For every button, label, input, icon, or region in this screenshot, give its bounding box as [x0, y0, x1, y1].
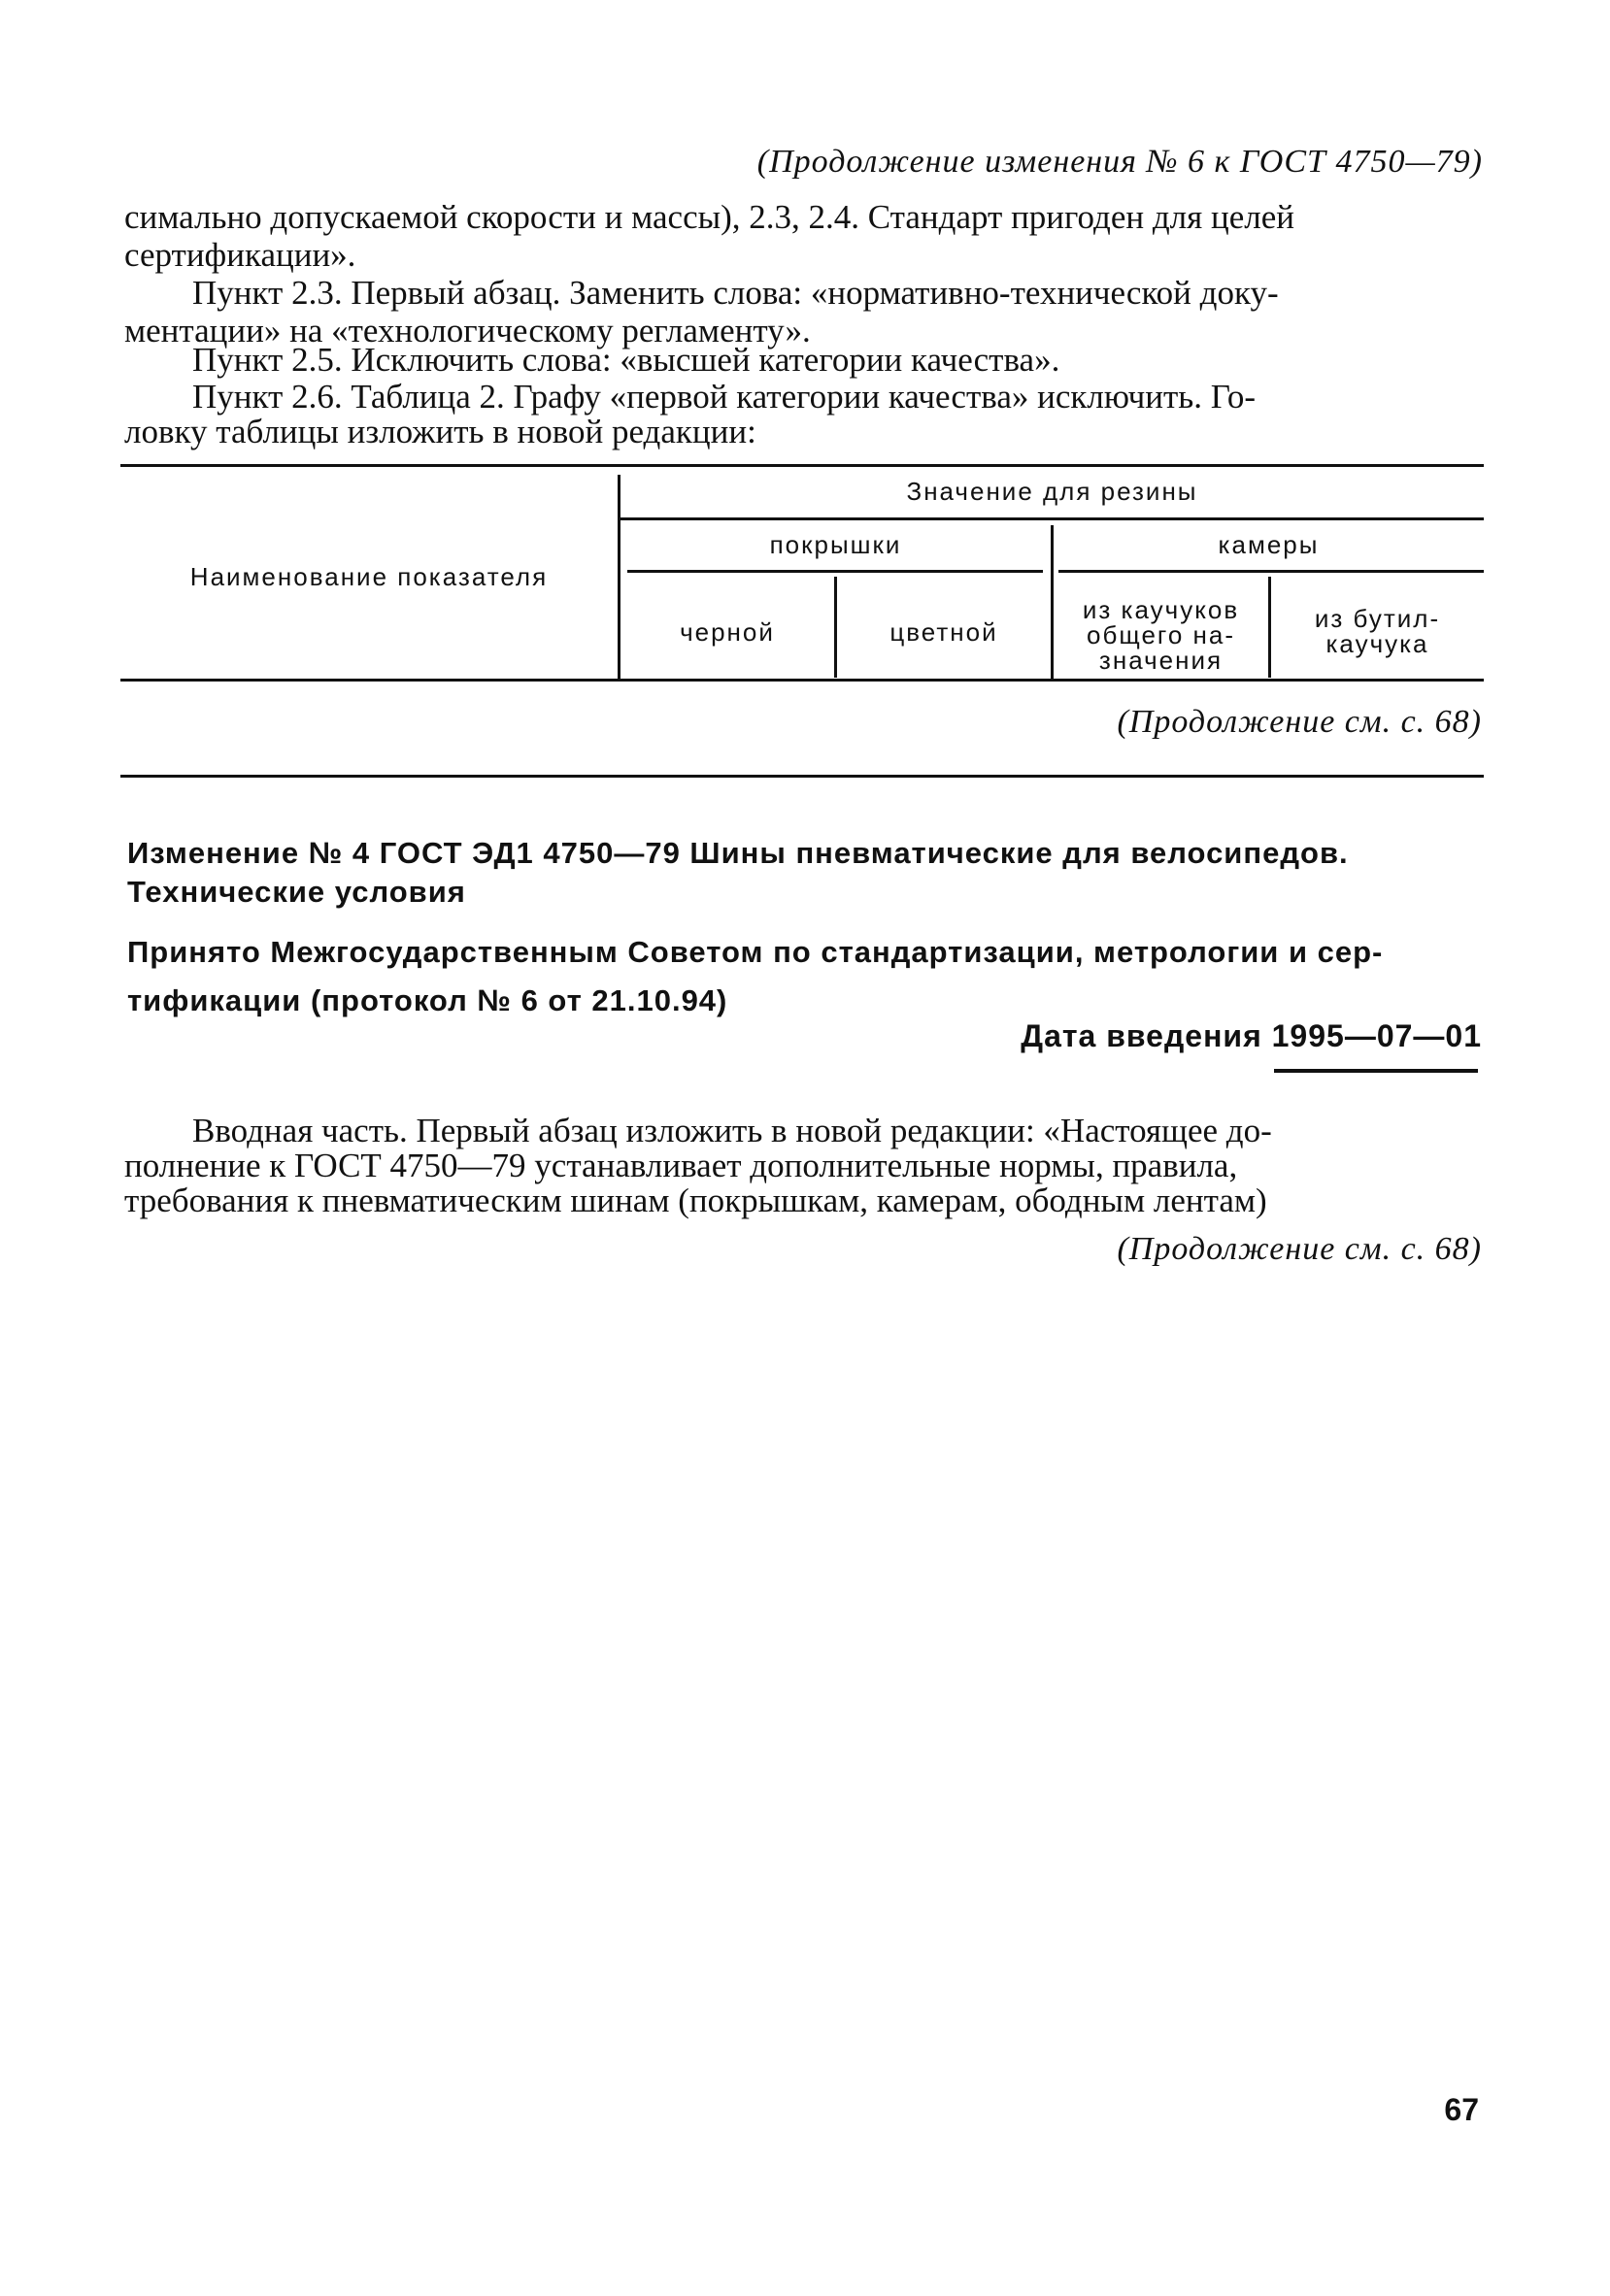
table-header: [120, 464, 1484, 682]
amendment-title: Изменение № 4 ГОСТ ЭД1 4750—79 Шины пневматические для велосипедов.: [127, 836, 1349, 870]
column-general-rubber-line: из каучуков: [1082, 595, 1240, 624]
column-butyl-line: из бутил-: [1314, 604, 1441, 633]
adopted-statement: тификации (протокол № 6 от 21.10.94): [127, 983, 728, 1017]
column-colored: цветной: [889, 617, 998, 647]
table-divider: [1058, 570, 1484, 573]
table-divider: [627, 570, 1043, 573]
column-name-header: Наименование показателя: [189, 562, 549, 591]
effective-date: Дата введения 1995—07—01: [1021, 1018, 1482, 1053]
amendment-body: Вводная часть. Первый абзац изложить в новой редакции: «Настоящее до-: [192, 1112, 1272, 1149]
page-number: 67: [1444, 2092, 1479, 2127]
paragraph-line: сертификации».: [124, 236, 356, 274]
subheader-tubes: камеры: [1218, 530, 1320, 559]
paragraph-line: ментации» на «технологическому регламенту».: [124, 312, 811, 349]
paragraph-line: ловку таблицы изложить в новой редакции:: [124, 413, 756, 450]
column-black: черной: [680, 617, 775, 647]
column-butyl-line: каучука: [1325, 629, 1429, 658]
table-divider: [621, 517, 1484, 520]
continuation-header: (Продолжение изменения № 6 к ГОСТ 4750—79): [756, 144, 1483, 180]
column-general-rubber: [1054, 597, 1268, 673]
date-underline: [1274, 1069, 1478, 1073]
continued-note: (Продолжение см. с. 68): [1117, 1231, 1482, 1267]
column-general-rubber-line: общего на-: [1087, 620, 1235, 649]
subheader-tires: покрышки: [769, 530, 902, 559]
amendment-title: Технические условия: [127, 875, 466, 909]
table-divider: [618, 475, 621, 679]
adopted-statement: Принято Межгосударственным Советом по стандартизации, метрологии и сер-: [127, 935, 1384, 969]
paragraph-point-2-3: Пункт 2.3. Первый абзац. Заменить слова: «нормативно-технической доку-: [192, 274, 1279, 312]
paragraph-point-2-5: Пункт 2.5. Исключить слова: «высшей категории качества».: [192, 341, 1060, 379]
column-general-rubber-line: значения: [1098, 646, 1224, 675]
paragraph-point-2-6: Пункт 2.6. Таблица 2. Графу «первой категории качества» исключить. Го-: [192, 378, 1257, 416]
section-divider: [120, 775, 1484, 778]
group-header-value: Значение для резины: [906, 477, 1198, 506]
column-butyl: [1271, 606, 1484, 656]
continued-note: (Продолжение см. с. 68): [1117, 704, 1482, 740]
amendment-body: требования к пневматическим шинам (покрышкам, камерам, ободным лентам): [124, 1181, 1267, 1219]
paragraph-line: симально допускаемой скорости и массы), 2.3, 2.4. Стандарт пригоден для целей: [124, 198, 1294, 236]
amendment-body: полнение к ГОСТ 4750—79 устанавливает дополнительные нормы, правила,: [124, 1147, 1238, 1184]
